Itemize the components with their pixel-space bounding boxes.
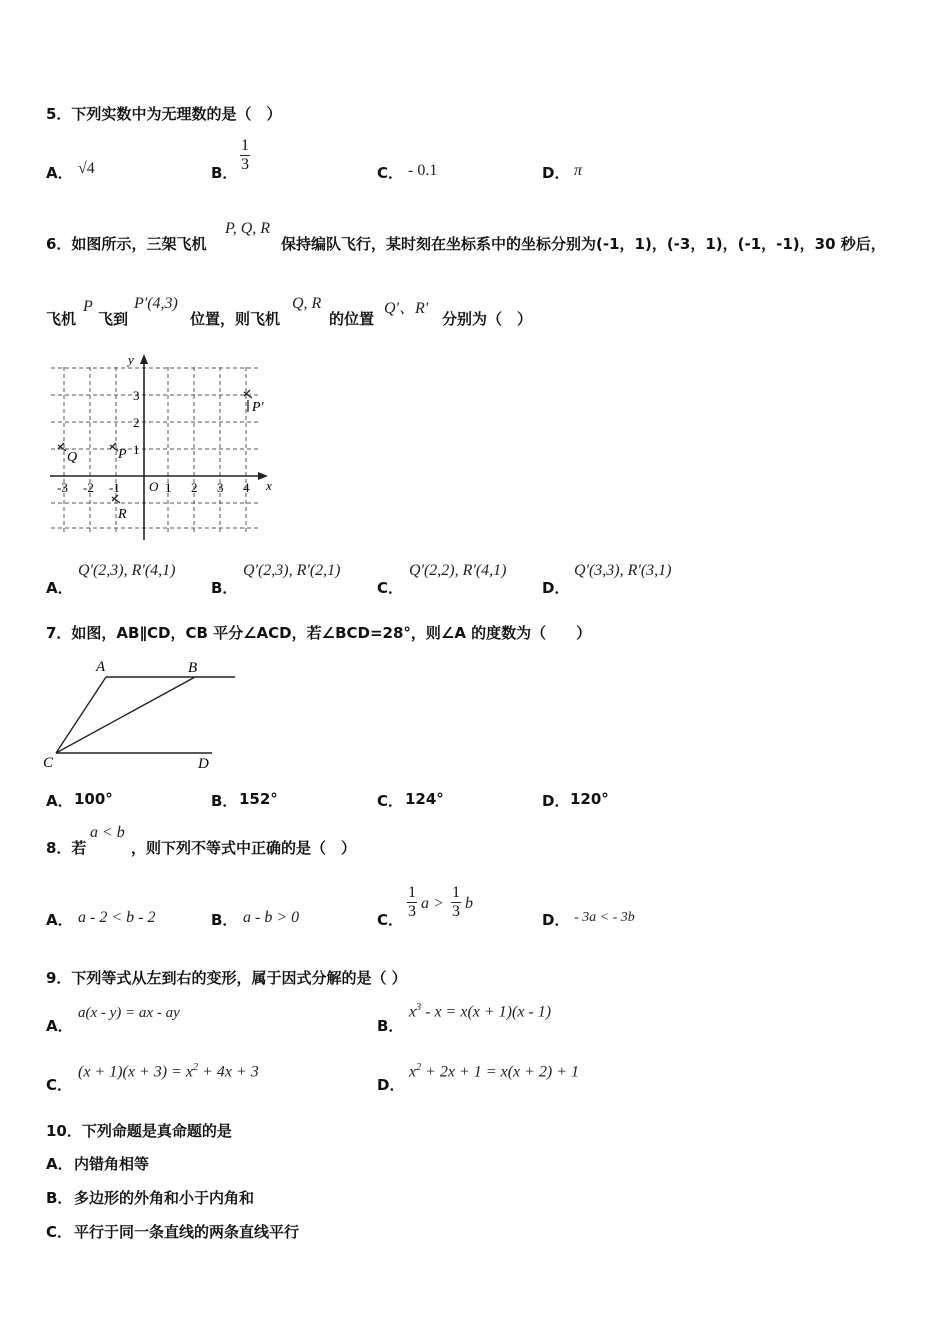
q6-coordinate-graph [46, 350, 276, 545]
math-text: + 2x + 1 = x(x + 2) + 1 [421, 1063, 580, 1081]
q5-stem: 5．下列实数中为无理数的是（ ） [46, 105, 282, 123]
q6-line2-part2: 飞到 [98, 310, 129, 328]
q6-option-a-label: A． [46, 579, 73, 597]
q6-stem-part1: 6．如图所示，三架飞机 [46, 235, 207, 253]
plane-q-icon [58, 443, 66, 451]
point-b-label: B [188, 660, 198, 676]
q7-option-b-label: B． [211, 792, 238, 810]
q10-option-a-text: 内错角相等 [74, 1155, 150, 1173]
q8-option-c-right: b [465, 895, 473, 912]
q9-option-b-math [409, 1002, 551, 1021]
math-text: + 4x + 3 [198, 1063, 259, 1081]
q8-option-c-fraction-1 [407, 884, 417, 921]
origin-label: O [149, 479, 159, 494]
q7-option-a-label: A． [46, 792, 73, 810]
y-tick-label: 1 [133, 442, 140, 457]
y-axis-label: y [128, 352, 134, 367]
q6-stem-part2: 保持编队飞行，某时刻在坐标系中的坐标分别为(-1，1)，(-3，1)，(-1，-1)，30 秒后， [281, 235, 886, 253]
x-tick-label: 2 [191, 480, 198, 495]
math-text: - x = x(x + 1)(x - 1) [421, 1003, 552, 1021]
point-d-label: D [198, 756, 209, 772]
math-text: (x + 1)(x + 3) = x [78, 1063, 194, 1081]
q6-option-b-math: Q'(2,3), R'(2,1) [243, 562, 341, 579]
point-a-label: A [96, 659, 106, 675]
x-tick-label: -2 [83, 480, 94, 495]
x-axis-label: x [266, 478, 272, 493]
grid-lines [51, 367, 259, 535]
x-tick-label: 3 [217, 480, 224, 495]
q9-stem: 9．下列等式从左到右的变形，属于因式分解的是（ ） [46, 969, 407, 987]
q7-option-d-label: D． [542, 792, 570, 810]
q7-option-a-text: 100° [74, 790, 113, 808]
q8-option-c-left: a > [421, 895, 444, 912]
q6-p-prime: P'(4,3) [134, 295, 178, 312]
q10-option-c-label: C． [46, 1223, 73, 1241]
fraction-denominator: 3 [452, 903, 460, 920]
q9-option-d-math [409, 1062, 579, 1081]
fraction-numerator: 1 [408, 884, 416, 901]
q5-option-b-label: B． [211, 164, 238, 182]
fraction-denominator: 3 [241, 156, 249, 173]
q5-option-a-math: √4 [78, 160, 95, 177]
q10-option-c-text: 平行于同一条直线的两条直线平行 [74, 1223, 300, 1241]
q7-option-d-text: 120° [570, 790, 609, 808]
q5-option-c-label: C． [377, 164, 404, 182]
q6-option-d-label: D． [542, 579, 570, 597]
q5-option-a-label: A． [46, 164, 73, 182]
q6-line2-part4: 的位置 [329, 310, 375, 328]
fraction-denominator: 3 [408, 903, 416, 920]
q7-stem: 7．如图，AB∥CD，CB 平分∠ACD，若∠BCD=28°，则∠A 的度数为（ ） [46, 624, 592, 642]
q6-option-c-label: C． [377, 579, 404, 597]
plane-p-icon [110, 443, 118, 451]
math-text: x [409, 1003, 417, 1021]
point-c-label: C [43, 755, 54, 771]
q8-condition: a < b [90, 824, 125, 841]
q9-option-a-label: A． [46, 1017, 73, 1035]
plane-r-label: R [118, 507, 127, 522]
q6-planes: P, Q, R [225, 220, 271, 237]
q6-line2-part3: 位置，则飞机 [190, 310, 281, 328]
q9-option-a-math: a(x - y) = ax - ay [78, 1005, 180, 1021]
q8-option-d-label: D． [542, 911, 570, 929]
q5-option-d-label: D． [542, 164, 570, 182]
math-text: x [409, 1063, 417, 1081]
q8-stem-part2: ，则下列不等式中正确的是（ ） [131, 839, 357, 857]
x-tick-label: 4 [243, 480, 250, 495]
plane-p-prime-label: P' [252, 400, 264, 415]
fraction-numerator: 1 [241, 137, 249, 154]
q7-option-c-label: C． [377, 792, 404, 810]
q5-option-b-fraction [240, 137, 250, 174]
q10-option-a-label: A． [46, 1155, 73, 1173]
q7-figure [40, 655, 245, 775]
x-tick-label: -3 [57, 480, 68, 495]
q5-option-c-math: - 0.1 [408, 162, 438, 179]
q7-option-b-text: 152° [239, 790, 278, 808]
plane-q-label: Q [67, 450, 78, 465]
q9-option-d-label: D． [377, 1076, 405, 1094]
q9-option-b-label: B． [377, 1017, 404, 1035]
x-tick-label: 1 [165, 480, 172, 495]
q6-option-c-math: Q'(2,2), R'(4,1) [409, 562, 507, 579]
q5-option-d-math: π [574, 162, 583, 179]
y-axis-arrow-icon [140, 354, 148, 364]
exponent: 2 [416, 1062, 422, 1073]
q10-option-b-label: B． [46, 1189, 73, 1207]
q8-option-b-label: B． [211, 911, 238, 929]
q8-option-c-fraction-2 [451, 884, 461, 921]
x-tick-label: -1 [109, 480, 120, 495]
q6-option-d-math: Q'(3,3), R'(3,1) [574, 562, 672, 579]
fraction-numerator: 1 [452, 884, 460, 901]
q6-line2-part1: 飞机 [46, 310, 77, 328]
q6-qr-prime: Q'、R' [384, 300, 429, 317]
q6-option-a-math: Q'(2,3), R'(4,1) [78, 562, 176, 579]
q8-stem-part1: 8．若 [46, 839, 87, 857]
q6-qr: Q, R [292, 295, 322, 312]
q9-option-c-math [78, 1062, 259, 1081]
q8-option-a-label: A． [46, 911, 73, 929]
exponent: 2 [193, 1062, 199, 1073]
plane-p-label: P [118, 447, 127, 462]
q8-option-a-math: a - 2 < b - 2 [78, 909, 156, 926]
q6-line2-part5: 分别为（ ） [442, 310, 533, 328]
segment-cb [56, 677, 195, 753]
q9-option-c-label: C． [46, 1076, 73, 1094]
exponent: 3 [416, 1002, 422, 1013]
q8-option-c-label: C． [377, 911, 404, 929]
q8-option-d-math: - 3a < - 3b [574, 910, 635, 925]
q10-stem: 10．下列命题是真命题的是 [46, 1122, 232, 1140]
y-tick-label: 2 [133, 415, 140, 430]
q10-option-b-text: 多边形的外角和小于内角和 [74, 1189, 255, 1207]
q6-option-b-label: B． [211, 579, 238, 597]
q6-plane-p: P [83, 298, 93, 315]
y-tick-label: 3 [133, 388, 140, 403]
plane-p-prime-icon [244, 390, 252, 412]
segment-ca [56, 677, 106, 753]
q7-option-c-text: 124° [405, 790, 444, 808]
q8-option-b-math: a - b > 0 [243, 909, 300, 926]
